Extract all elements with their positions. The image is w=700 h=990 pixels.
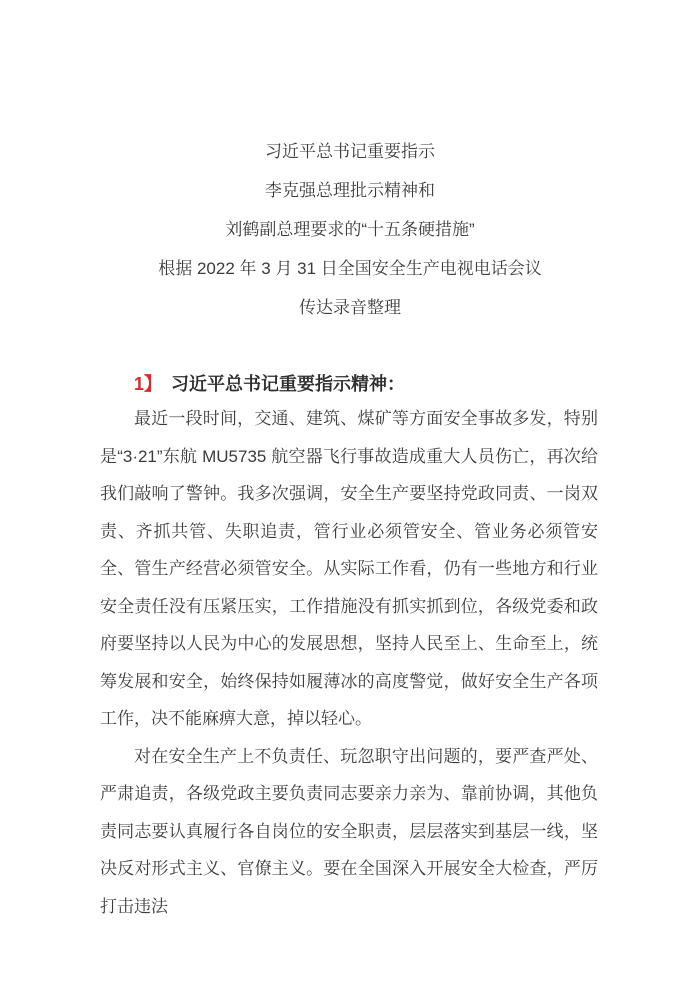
title-line-5: 传达录音整理 (299, 298, 401, 317)
section-heading-text: 习近平总书记重要指示精神： (171, 374, 406, 394)
title-line-3: 刘鹤副总理要求的“十五条硬措施” (225, 220, 475, 239)
section-heading (100, 369, 598, 399)
document-body (100, 400, 598, 925)
paragraph-1: 最近一段时间，交通、建筑、煤矿等方面安全事故多发，特别是“3·21”东航 MU5735 航空器飞行事故造成重大人员伤亡，再次给我们敲响了警钟。我多次强调，安全生产要坚持党政同责、一岗双责、齐抓共管、失职追责，管行业必须管安全、管业务必须管安全、管生产经营必须管安全。从实际工作看，仍有一些地方和行业安全责任没有压紧压实，工作措施没有抓实抓到位，各级党委和政府要坚持以人民为中心的发展思想，坚持人民至上、生命至上，统筹发展和安全，始终保持如履薄冰的高度警觉，做好安全生产各项工作，决不能麻痹大意，掉以轻心。 (100, 409, 598, 728)
title-line-1: 习近平总书记重要指示 (265, 142, 435, 161)
paragraph-2: 对在安全生产上不负责任、玩忽职守出问题的，要严查严处、严肃追责，各级党政主要负责同志要亲力亲为、靠前协调，其他负责同志要认真履行各自岗位的安全职责，层层落实到基层一线，坚决反对形式主义、官僚主义。要在全国深入开展安全大检查，严厉打击违法 (100, 746, 598, 916)
document-title-block (0, 132, 700, 327)
title-line-2: 李克强总理批示精神和 (265, 181, 435, 200)
section-number-marker: 1】 (134, 374, 163, 394)
title-line-4: 根据 2022 年 3 月 31 日全国安全生产电视电话会议 (158, 259, 542, 278)
